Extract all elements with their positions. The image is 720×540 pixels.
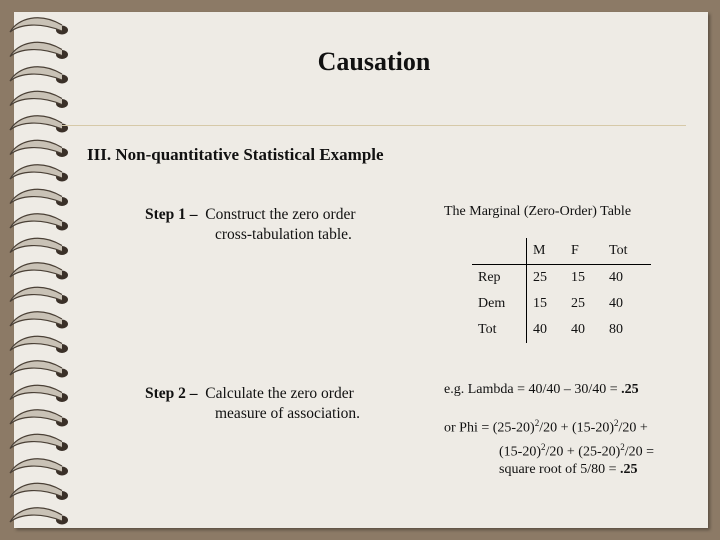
binding-ring [10, 116, 68, 133]
table-row [472, 291, 651, 317]
lambda-text: e.g. Lambda = 40/40 – 30/40 = [444, 382, 622, 397]
binding-ring [10, 238, 68, 255]
step-2-line2: measure of association. [215, 405, 361, 422]
title-divider [62, 125, 686, 126]
table-header-cell: M [527, 238, 566, 265]
slide-title: Causation [317, 47, 431, 76]
table-cell: 15 [527, 291, 566, 317]
table-row [472, 317, 651, 343]
binding-ring [10, 410, 68, 427]
step-2-line1: Calculate the zero order [205, 385, 354, 402]
phi-text: /20 + [618, 420, 648, 436]
table-cell: 40 [603, 265, 651, 292]
phi-result: .25 [620, 462, 638, 478]
binding-ring [10, 18, 68, 35]
step-1-lead: Step 1 – [145, 206, 198, 223]
table-row [472, 265, 651, 292]
binding-ring [10, 434, 68, 451]
binding-ring [10, 140, 68, 157]
phi-text: square root of 5/80 = [499, 462, 621, 478]
binding-ring [10, 459, 68, 476]
binding-ring [10, 165, 68, 182]
phi-text: /20 + (25-20) [545, 444, 621, 460]
binding-ring [10, 336, 68, 353]
table-cell: 40 [527, 317, 566, 343]
phi-line-2 [444, 438, 654, 462]
step-1 [145, 205, 356, 245]
table-row-label: Rep [472, 265, 527, 292]
table-cell: 80 [609, 322, 623, 337]
table-cell: 40 [571, 322, 585, 337]
step-2 [145, 384, 360, 424]
phi-text: /20 + (15-20) [539, 420, 615, 436]
binding-ring [10, 312, 68, 329]
binding-ring [10, 189, 68, 206]
lambda-equation [444, 381, 639, 399]
phi-equation [444, 414, 654, 479]
table-header-row [472, 238, 651, 265]
phi-line-3 [444, 461, 654, 479]
binding-ring [10, 483, 68, 500]
step-1-line2: cross-tabulation table. [215, 226, 352, 243]
binding-ring [10, 361, 68, 378]
step-1-line1: Construct the zero order [205, 206, 356, 223]
section-heading: III. Non-quantitative Statistical Example [87, 145, 384, 164]
phi-exponent: 2 [534, 418, 540, 428]
marginal-table [472, 238, 651, 343]
table-header-cell [472, 238, 527, 265]
table-title: The Marginal (Zero-Order) Table [444, 204, 632, 219]
table-cell: 25 [527, 265, 566, 292]
phi-text: or Phi = (25-20) [444, 420, 535, 436]
table-header-cell: Tot [609, 243, 628, 258]
table-cell: 15 [565, 265, 603, 292]
binding-ring [10, 263, 68, 280]
table-header-cell: F [571, 243, 579, 258]
table-row-label: Dem [478, 296, 506, 311]
binding-ring [10, 385, 68, 402]
phi-text: /20 = [624, 444, 655, 460]
phi-line-1 [444, 414, 654, 438]
table-cell: 40 [609, 296, 623, 311]
table-row-label: Tot [478, 322, 497, 337]
lambda-result: .25 [621, 382, 639, 397]
binding-ring [10, 508, 68, 525]
table-cell: 25 [571, 296, 585, 311]
step-2-lead: Step 2 – [145, 385, 198, 402]
binding-ring [10, 91, 68, 108]
spiral-binding-icon [0, 14, 80, 534]
phi-exponent: 2 [614, 418, 619, 428]
phi-exponent: 2 [541, 441, 546, 452]
phi-exponent: 2 [620, 441, 625, 452]
binding-ring [10, 287, 68, 304]
binding-ring [10, 214, 68, 231]
phi-text: (15-20) [499, 444, 541, 460]
